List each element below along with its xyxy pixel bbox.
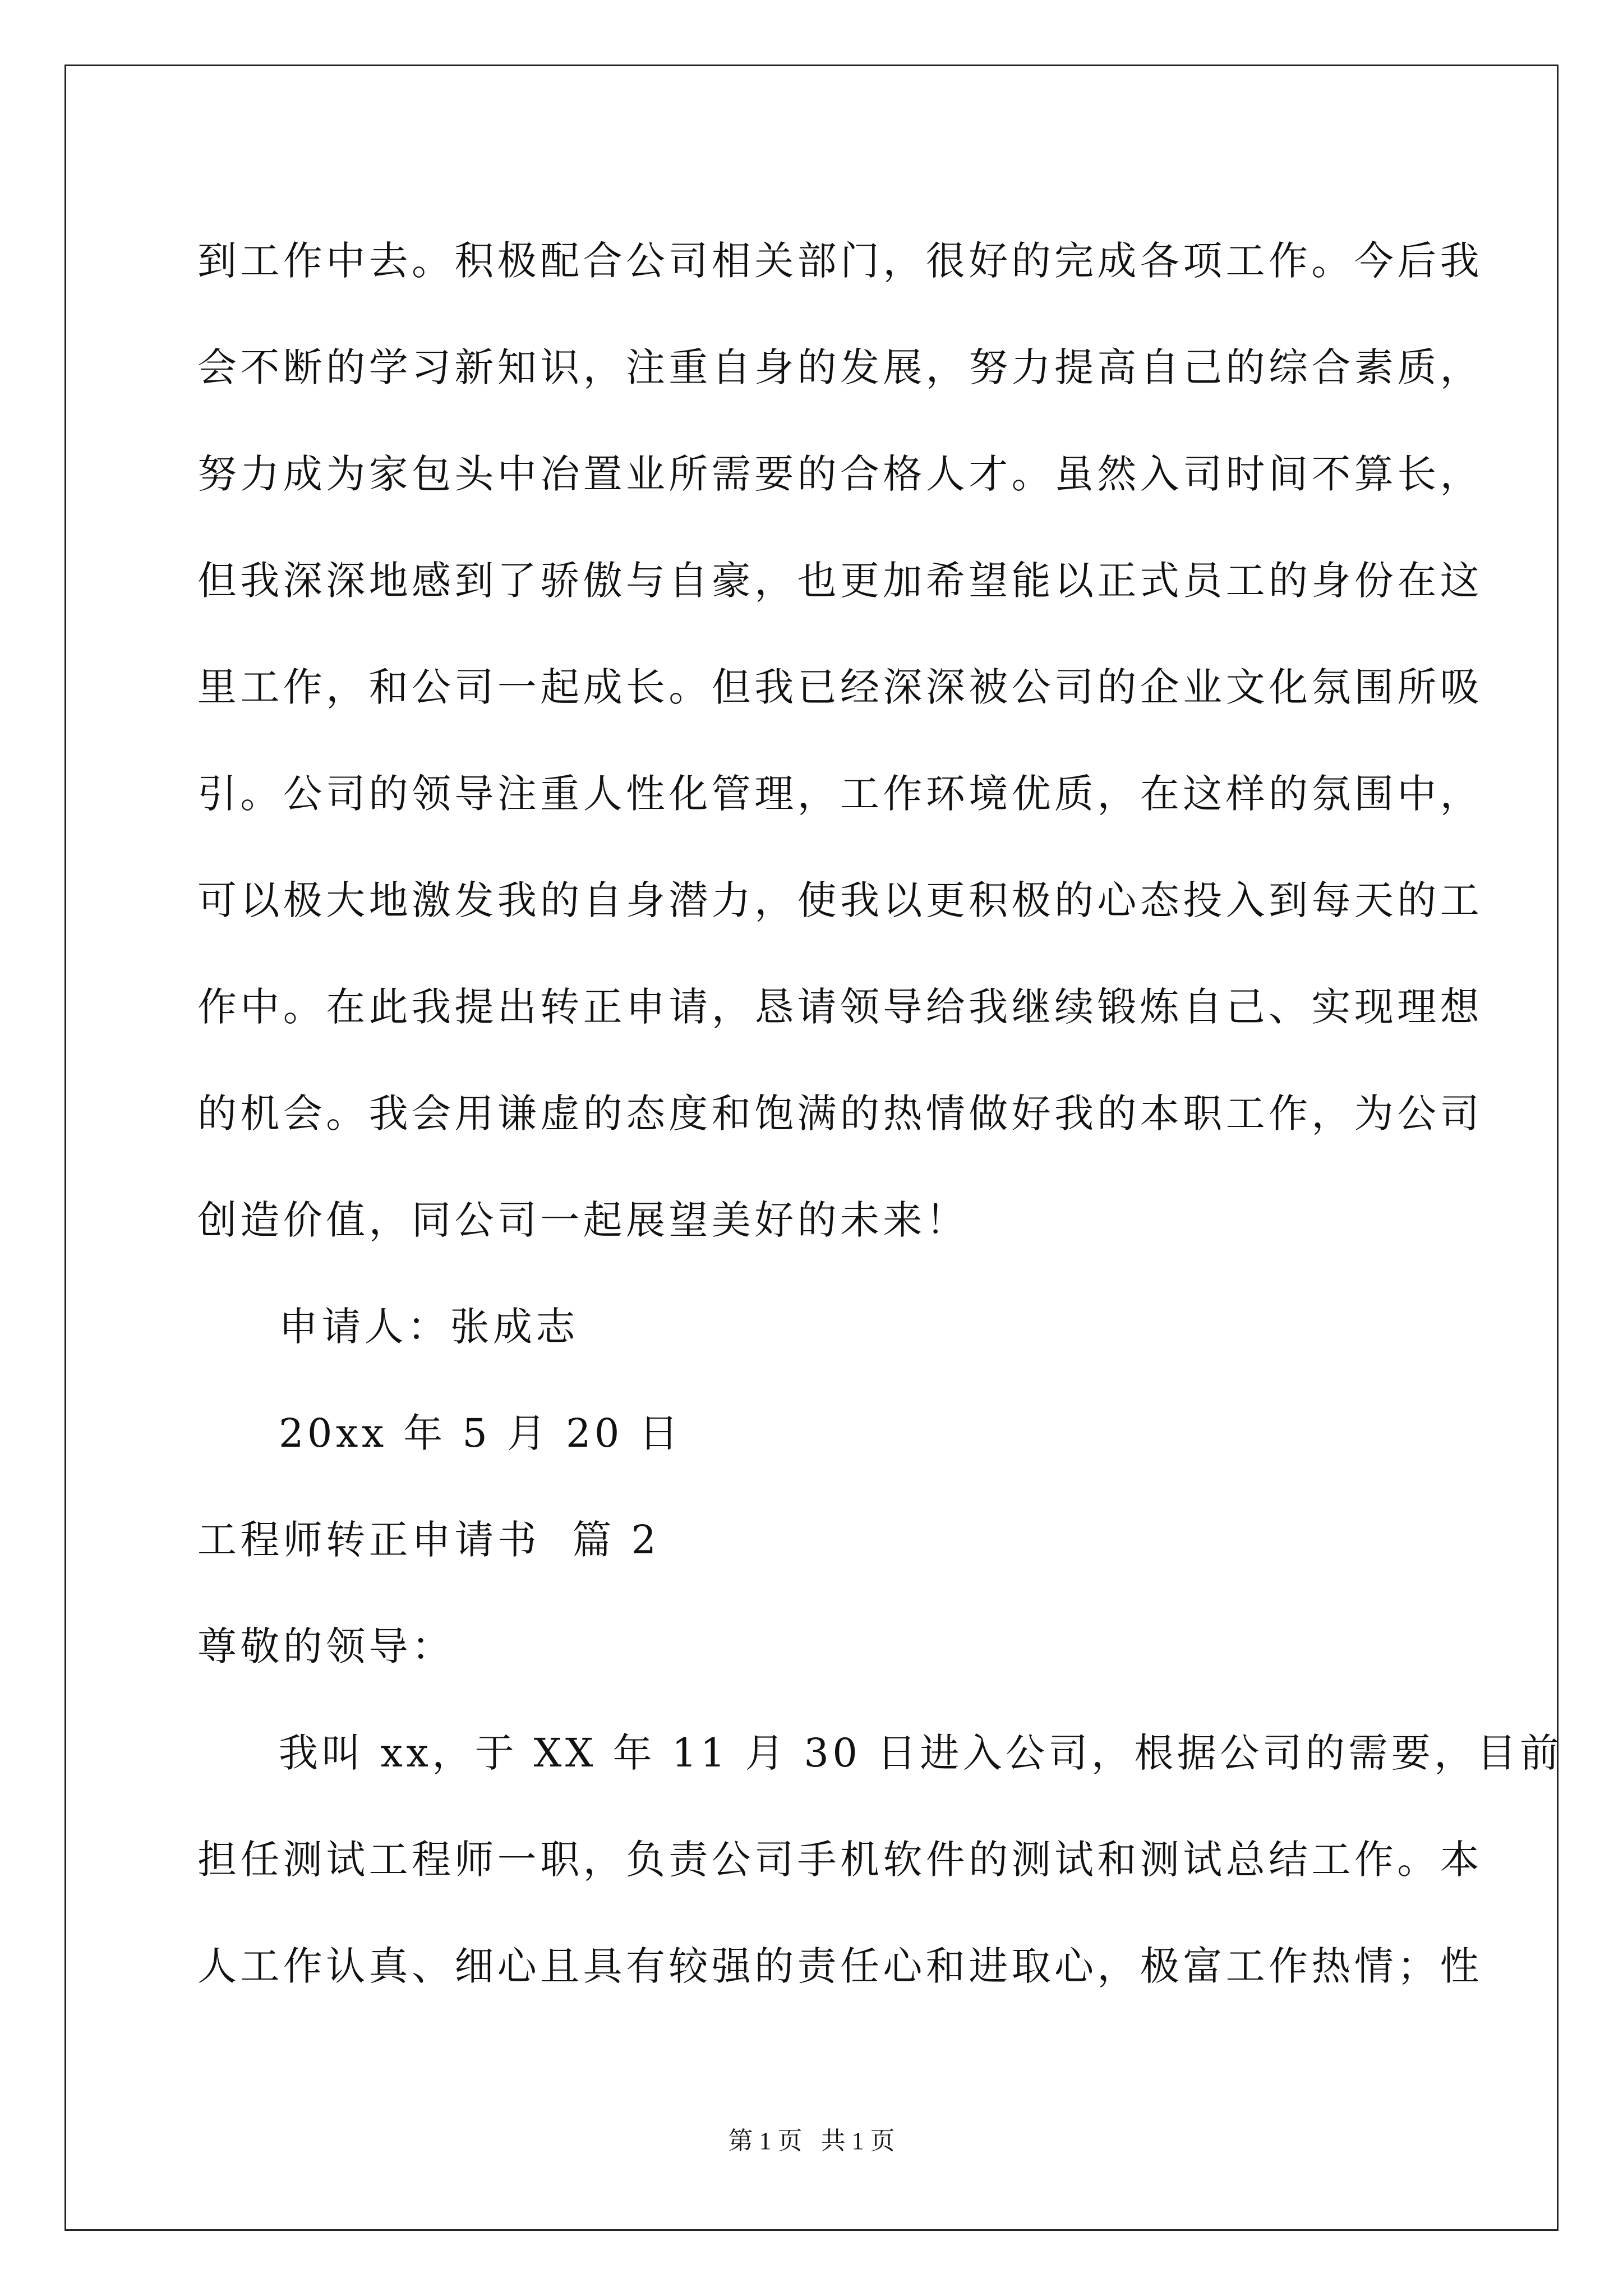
section-title: 工程师转正申请书 篇 2: [197, 1517, 660, 1563]
paragraph-line: 人工作认真、细心且具有较强的责任心和进取心，极富工作热情；性: [197, 1943, 1483, 1989]
paragraph-line: 到工作中去。积极配合公司相关部门，很好的完成各项工作。今后我: [197, 238, 1483, 284]
signature-date: 20xx 年 5 月 20 日: [279, 1410, 682, 1456]
page-footer: 第 1 页 共 1 页: [728, 2127, 895, 2155]
document-body: [197, 208, 1563, 2019]
paragraph-line: 担任测试工程师一职，负责公司手机软件的测试和测试总结工作。本: [197, 1837, 1483, 1883]
paragraph-line: 会不断的学习新知识，注重自身的发展，努力提高自己的综合素质，: [197, 344, 1483, 390]
paragraph-line: 作中。在此我提出转正申请，恳请领导给我继续锻炼自己、实现理想: [197, 984, 1483, 1030]
salutation: 尊敬的领导：: [197, 1623, 455, 1669]
paragraph-line: 的机会。我会用谦虚的态度和饱满的热情做好我的本职工作，为公司: [197, 1091, 1483, 1137]
applicant-signature: 申请人：张成志: [279, 1304, 579, 1350]
paragraph-line: 努力成为家包头中冶置业所需要的合格人才。虽然入司时间不算长，: [197, 451, 1483, 497]
paragraph-line: 创造价值，同公司一起展望美好的未来！: [197, 1197, 969, 1243]
paragraph-line: 我叫 xx，于 XX 年 11 月 30 日进入公司，根据公司的需要，目前: [279, 1730, 1563, 1776]
paragraph-line: 引。公司的领导注重人性化管理，工作环境优质，在这样的氛围中，: [197, 771, 1483, 817]
paragraph-line: 里工作，和公司一起成长。但我已经深深被公司的企业文化氛围所吸: [197, 664, 1483, 710]
paragraph-line: 但我深深地感到了骄傲与自豪，也更加希望能以正式员工的身份在这: [197, 558, 1483, 604]
paragraph-line: 可以极大地激发我的自身潜力，使我以更积极的心态投入到每天的工: [197, 877, 1483, 923]
